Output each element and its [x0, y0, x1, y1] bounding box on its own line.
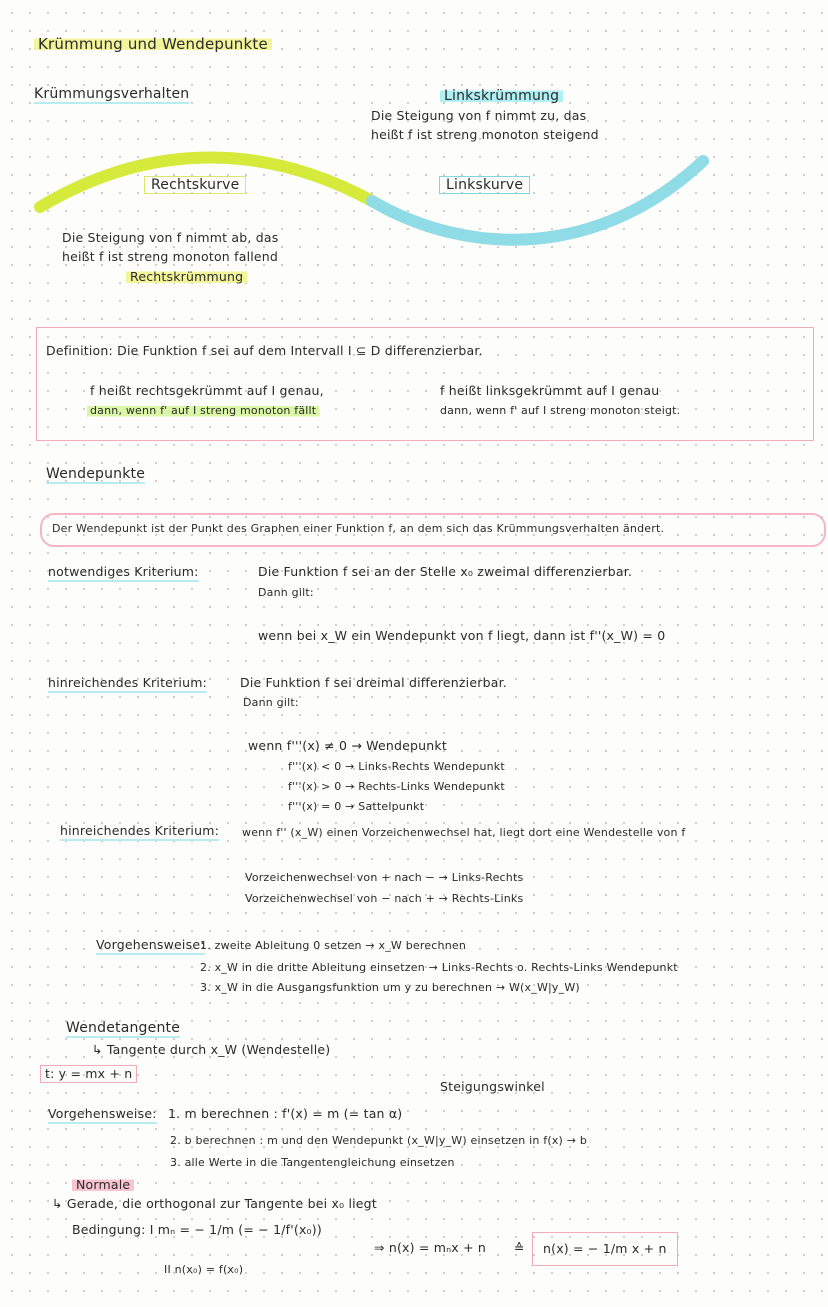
hinreichend-1: Die Funktion f sei dreimal differenzierbar. — [240, 675, 507, 690]
tangent-formula: t: y = mx + n — [40, 1065, 137, 1083]
wendetangente-heading: Wendetangente — [66, 1020, 181, 1036]
linkskurve-label: Linkskurve — [439, 176, 530, 194]
notwendig-3: wenn bei x_W ein Wendepunkt von f liegt, dann ist f''(x_W) = 0 — [258, 628, 666, 643]
definition-right-2: dann, wenn f' auf I streng monoton steigt. — [440, 404, 681, 417]
normale-formula-boxed: n(x) = − 1/m x + n — [532, 1232, 678, 1266]
steigungswinkel-label: Steigungswinkel — [440, 1079, 545, 1094]
left-curve-stroke — [372, 161, 703, 240]
links-desc-1: Die Steigung von f nimmt zu, das — [371, 108, 587, 123]
hinreichend2-text: wenn f'' (x_W) einen Vorzeichenwechsel hat, liegt dort eine Wendestelle von f — [242, 826, 686, 839]
notwendig-2: Dann gilt: — [258, 586, 314, 599]
rechts-title: Rechtskrümmung — [126, 269, 247, 285]
vorgehen-label: Vorgehensweise: — [96, 937, 205, 955]
definition-left-1: f heißt rechtsgekrümmt auf I genau, — [90, 383, 324, 398]
tangente-step-3: 3. alle Werte in die Tangentengleichung einsetzen — [170, 1156, 455, 1169]
definition-intro: Definition: Die Funktion f sei auf dem Intervall I ⊆ D differenzierbar. — [46, 343, 483, 358]
vorzeichenwechsel-1: Vorzeichenwechsel von + nach − → Links-Rechts — [245, 871, 524, 884]
normale-formula-n: ⇒ n(x) = mₙx + n — [374, 1240, 487, 1255]
normale-bedingung: Bedingung: I mₙ = − 1/m (= − 1/f'(x₀)) — [72, 1222, 322, 1237]
vorgehen-step-2: 2. x_W in die dritte Ableitung einsetzen → Links-Rechts o. Rechts-Links Wendepunkt — [200, 961, 678, 974]
wendepunkt-definition: Der Wendepunkt ist der Punkt des Graphen einer Funktion f, an dem sich das Krümmungsverhalten ändert. — [52, 522, 665, 535]
hinreichend2-label: hinreichendes Kriterium: — [60, 823, 219, 841]
rechts-desc-1: Die Steigung von f nimmt ab, das — [62, 230, 279, 245]
wendepunkte-heading: Wendepunkte — [46, 466, 146, 482]
links-title: Linkskrümmung — [440, 88, 563, 104]
condition-3: f'''(x) > 0 → Rechts-Links Wendepunkt — [288, 780, 505, 793]
vorgehen-step-3: 3. x_W in die Ausgangsfunktion um y zu berechnen → W(x_W|y_W) — [200, 981, 580, 994]
normale-bedingung-2: II n(x₀) = f(x₀) — [164, 1263, 244, 1276]
normale-heading: Normale — [72, 1177, 134, 1193]
tangente-step-1: 1. m berechnen : f'(x) = m (= tan α) — [168, 1106, 403, 1121]
hinreichend-label: hinreichendes Kriterium: — [48, 675, 207, 693]
links-desc-2: heißt f ist streng monoton steigend — [371, 127, 599, 142]
vorzeichenwechsel-2: Vorzeichenwechsel von − nach + → Rechts-Links — [245, 892, 524, 905]
definition-right-1: f heißt linksgekrümmt auf I genau — [440, 383, 660, 398]
tangente-step-2: 2. b berechnen : m und den Wendepunkt (x_W|y_W) einsetzen in f(x) → b — [170, 1134, 588, 1147]
condition-2: f'''(x) < 0 → Links-Rechts Wendepunkt — [288, 760, 505, 773]
rechtskurve-label: Rechtskurve — [144, 176, 246, 194]
kruemmung-heading: Krümmungsverhalten — [34, 86, 190, 102]
curvature-wave — [0, 0, 828, 320]
normale-formula-eq: ≙ — [514, 1240, 525, 1255]
rechts-desc-2: heißt f ist streng monoton fallend — [62, 249, 279, 264]
vorgehen-step-1: 1. zweite Ableitung 0 setzen → x_W berechnen — [200, 939, 467, 952]
wendetangente-sub: ↳ Tangente durch x_W (Wendestelle) — [92, 1042, 331, 1057]
normale-desc: ↳ Gerade, die orthogonal zur Tangente bei x₀ liegt — [52, 1196, 377, 1211]
condition-4: f'''(x) = 0 → Sattelpunkt — [288, 800, 425, 813]
page-title: Krümmung und Wendepunkte — [34, 36, 272, 52]
condition-1: wenn f'''(x) ≠ 0 → Wendepunkt — [248, 738, 447, 753]
tangente-vorgehen-label: Vorgehensweise: — [48, 1106, 157, 1124]
notwendig-label: notwendiges Kriterium: — [48, 564, 199, 582]
definition-left-2: dann, wenn f' auf I streng monoton fällt — [87, 403, 319, 419]
notwendig-1: Die Funktion f sei an der Stelle x₀ zweimal differenzierbar. — [258, 564, 633, 579]
hinreichend-2: Dann gilt: — [243, 696, 299, 709]
